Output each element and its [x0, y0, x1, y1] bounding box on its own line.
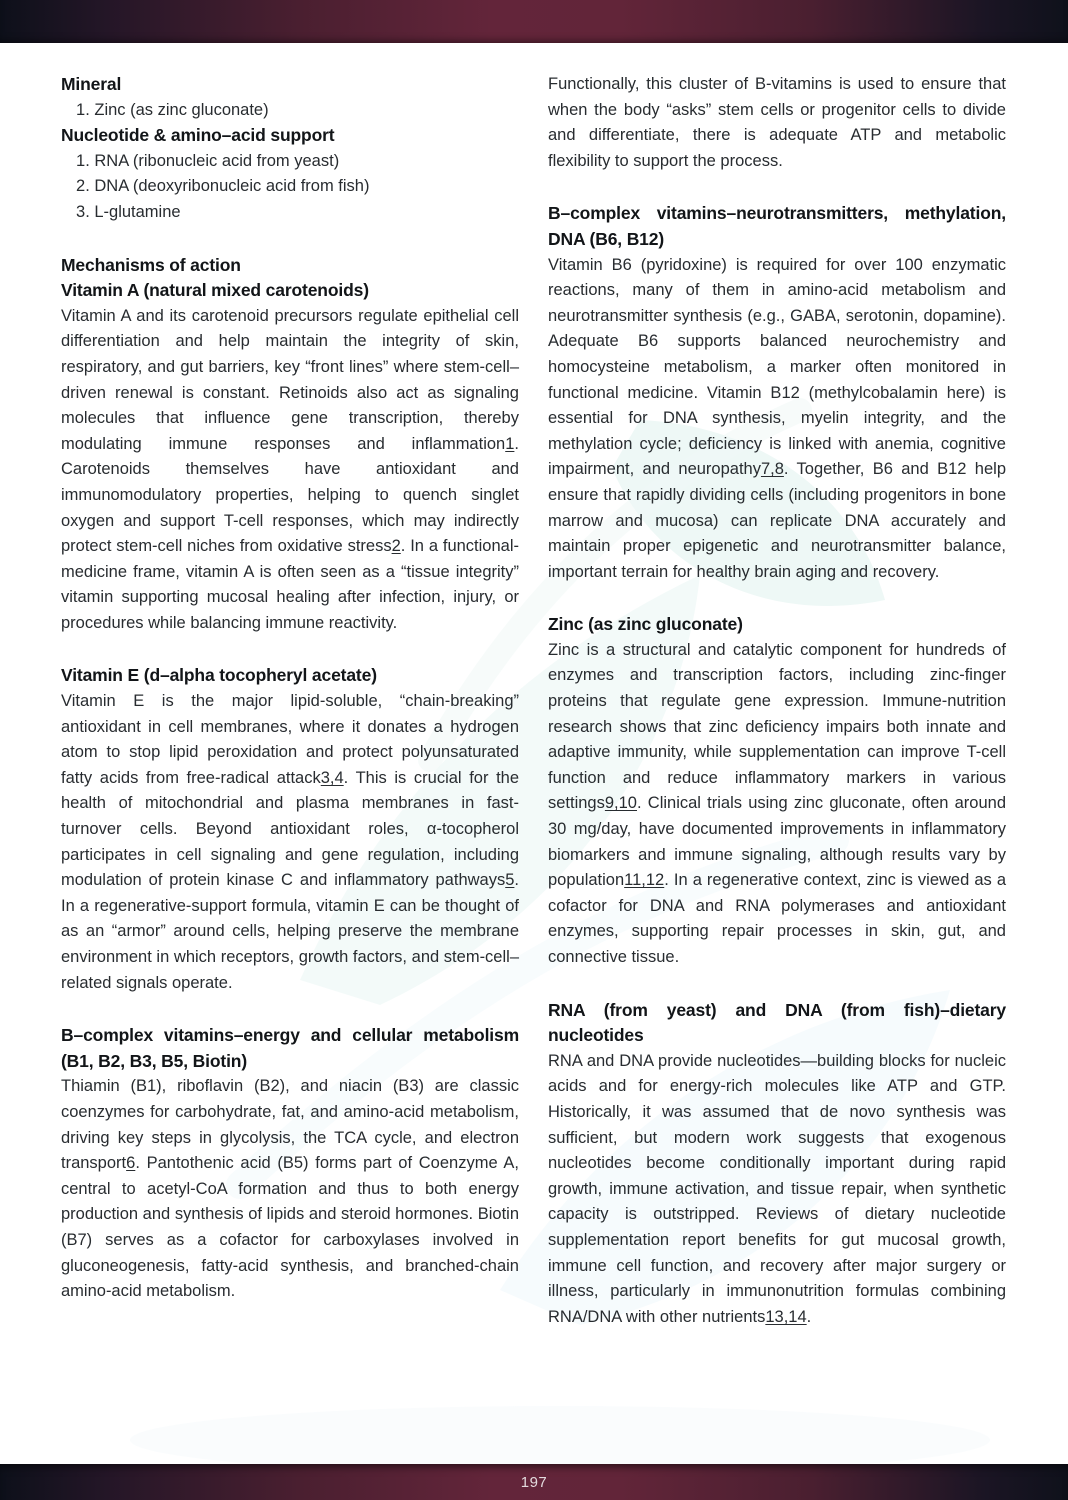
- text-segment: . Carotenoids themselves have antioxidant and immunomodulatory properties, helping to quench singlet oxygen and support T-cell responses, which may indirectly protect stem-cell niches from oxidative stress: [61, 434, 519, 556]
- text-segment: Vitamin E is the major lipid-soluble, “chain-breaking” antioxidant in cell membranes, where it donates a hydrogen atom to stop lipid peroxidation and protect polyunsaturated fatty acids from free-radical attack: [61, 692, 519, 787]
- section-b-complex-energy: [61, 1023, 519, 1305]
- page-number: 197: [520, 1473, 548, 1491]
- right-column: [548, 72, 1006, 1330]
- text-segment: RNA and DNA provide nucleotides—building blocks for nucleic acids and for energy-rich molecules like ATP and GTP. Historically, it was assumed that de novo synthesis was sufficient, but modern work suggests that exogenous nucleotides become conditionally important during rapid growth, immune activation, and tissue repair, when synthetic capacity is outstripped. Reviews of dietary nucleotide supplementation report benefits for gut mucosal growth, immune cell function, and recovery after major surgery or illness, particularly in immunonutrition formulas combining RNA/DNA with other nutrients: [548, 1051, 1006, 1326]
- nucleotide-list: [61, 149, 519, 226]
- paragraph-rna-dna: [548, 1049, 1006, 1331]
- section-mechanisms-vitamin-a: [61, 253, 519, 637]
- text-segment: Functionally, this cluster of B-vitamins is used to ensure that when the body “asks” stem cells or progenitor cells to divide and differentiate, there is adequate ATP and metabolic flexibility to support the process.: [548, 75, 1006, 170]
- text-segment: Vitamin A and its carotenoid precursors regulate epithelial cell differentiation and help maintain the integrity of skin, respiratory, and gut barriers, key “front lines” where stem-cell–driven renewal is constant. Retinoids also act as signaling molecules that influence gene transcription, thereby modulating immune responses and inflammation: [61, 306, 519, 453]
- heading-vitamin-e: Vitamin E (d–alpha tocopheryl acetate): [61, 665, 377, 686]
- reference-link[interactable]: 1: [505, 434, 515, 453]
- section-vitamin-e: [61, 663, 519, 996]
- section-zinc: [548, 612, 1006, 970]
- reference-link[interactable]: 5: [505, 871, 515, 890]
- list-item: DNA (deoxyribonucleic acid from fish): [94, 177, 370, 196]
- list-item: Zinc (as zinc gluconate): [94, 100, 269, 119]
- text-segment: . In a regenerative-support formula, vitamin E can be thought of as an “armor” around cells, helping preserve the membrane environment in which receptors, growth factors, and stem-cell–related signals operate.: [61, 871, 519, 992]
- text-segment: . Together, B6 and B12 help ensure that rapidly dividing cells (including progenitors in bone marrow and mucosa) can replicate DNA accurately and maintain proper epigenetic and neurotransmitter balance, important terrain for healthy brain aging and recovery.: [548, 460, 1006, 581]
- text-segment: Thiamin (B1), riboflavin (B2), and niacin (B3) are classic coenzymes for carbohydrate, fat, and amino-acid metabolism, driving key steps in glycolysis, the TCA cycle, and electron transport: [61, 1077, 519, 1173]
- heading-rna-dna: RNA (from yeast) and DNA (from fish)–dietary nucleotides: [548, 999, 1006, 1046]
- text-segment: .: [806, 1307, 812, 1326]
- page-content: [61, 72, 1007, 1330]
- bottom-bar: [0, 1464, 1068, 1500]
- heading-b-complex-neuro: B–complex vitamins–neurotransmitters, methylation, DNA (B6, B12): [548, 203, 1006, 249]
- reference-link[interactable]: 13,14: [765, 1307, 807, 1326]
- text-segment: . In a functional-medicine frame, vitamin A is often seen as a “tissue integrity” vitamin supporting mucosal healing after infection, injury, or procedures while balancing immune reactivity.: [61, 537, 519, 632]
- list-item: RNA (ribonucleic acid from yeast): [94, 151, 340, 170]
- text-segment: . This is crucial for the health of mitochondrial and plasma membranes in fast-turnover cells. Beyond antioxidant roles, α-tocopherol participates in cell signaling and gene regulation, including modulation of protein kinase C and inflammatory pathways: [61, 768, 520, 890]
- left-column: [61, 72, 519, 1330]
- text-segment: Zinc is a structural and catalytic component for hundreds of enzymes and transcription factors, including zinc-finger proteins that regulate gene expression. Immune-nutrition research shows that zinc deficiency impairs both innate and adaptive immunity, while supplementation can improve T-cell function and reduce inflammatory markers in various settings: [548, 640, 1006, 813]
- section-b-complex-neuro: [548, 201, 1006, 585]
- paragraph-zinc: [548, 638, 1006, 971]
- paragraph-b-complex-neuro: [548, 253, 1006, 586]
- heading-zinc: Zinc (as zinc gluconate): [548, 614, 743, 635]
- heading-b-complex-energy: B–complex vitamins–energy and cellular metabolism (B1, B2, B3, B5, Biotin): [61, 1025, 519, 1071]
- paragraph-b-vitamins-function: [548, 72, 1006, 174]
- text-segment: . Pantothenic acid (B5) forms part of Coenzyme A, central to acetyl-CoA formation and thus to both energy production and synthesis of lipids and steroid hormones. Biotin (B7) serves as a cofactor for carboxylases involved in gluconeogenesis, fatty-acid synthesis, and branched-chain amino-acid metabolism.: [61, 1154, 519, 1301]
- paragraph-b-complex-energy: [61, 1074, 519, 1304]
- heading-nucleotide-support: Nucleotide & amino–acid support: [61, 125, 335, 146]
- mineral-list: [61, 98, 519, 124]
- paragraph-vitamin-a: [61, 304, 519, 637]
- text-segment: Vitamin B6 (pyridoxine) is required for over 100 enzymatic reactions, many of them in amino-acid metabolism and neurotransmitter synthesis (e.g., GABA, serotonin, dopamine). Adequate B6 supports balanced neurochemistry and homocysteine metabolism, a marker often monitored in functional medicine. Vitamin B12 (methylcobalamin here) is essential for DNA synthesis, myelin integrity, and the methylation cycle; deficiency is linked with anemia, cognitive impairment, and neuropathy: [548, 255, 1006, 479]
- reference-link[interactable]: 3,4: [320, 768, 344, 787]
- top-bar: [0, 0, 1068, 43]
- heading-mechanisms-of-action: Mechanisms of action: [61, 254, 241, 275]
- heading-mineral: Mineral: [61, 74, 122, 94]
- reference-link[interactable]: 9,10: [604, 794, 637, 813]
- list-item: L-glutamine: [94, 202, 181, 221]
- paragraph-vitamin-e: [61, 689, 519, 996]
- text-segment: . In a regenerative context, zinc is viewed as a cofactor for DNA and RNA polymerases and antioxidant enzymes, supporting repair processes in skin, gut, and connective tissue.: [548, 871, 1006, 966]
- reference-link[interactable]: 11,12: [624, 871, 665, 890]
- text-segment: . Clinical trials using zinc gluconate, often around 30 mg/day, have documented improvements in inflammatory biomarkers and immune signaling, although results vary by population: [548, 794, 1006, 890]
- reference-link[interactable]: 7,8: [760, 460, 784, 479]
- section-rna-dna: [548, 998, 1006, 1331]
- reference-link[interactable]: 6: [126, 1154, 136, 1173]
- reference-link[interactable]: 2: [391, 537, 401, 556]
- heading-vitamin-a: Vitamin A (natural mixed carotenoids): [61, 280, 369, 301]
